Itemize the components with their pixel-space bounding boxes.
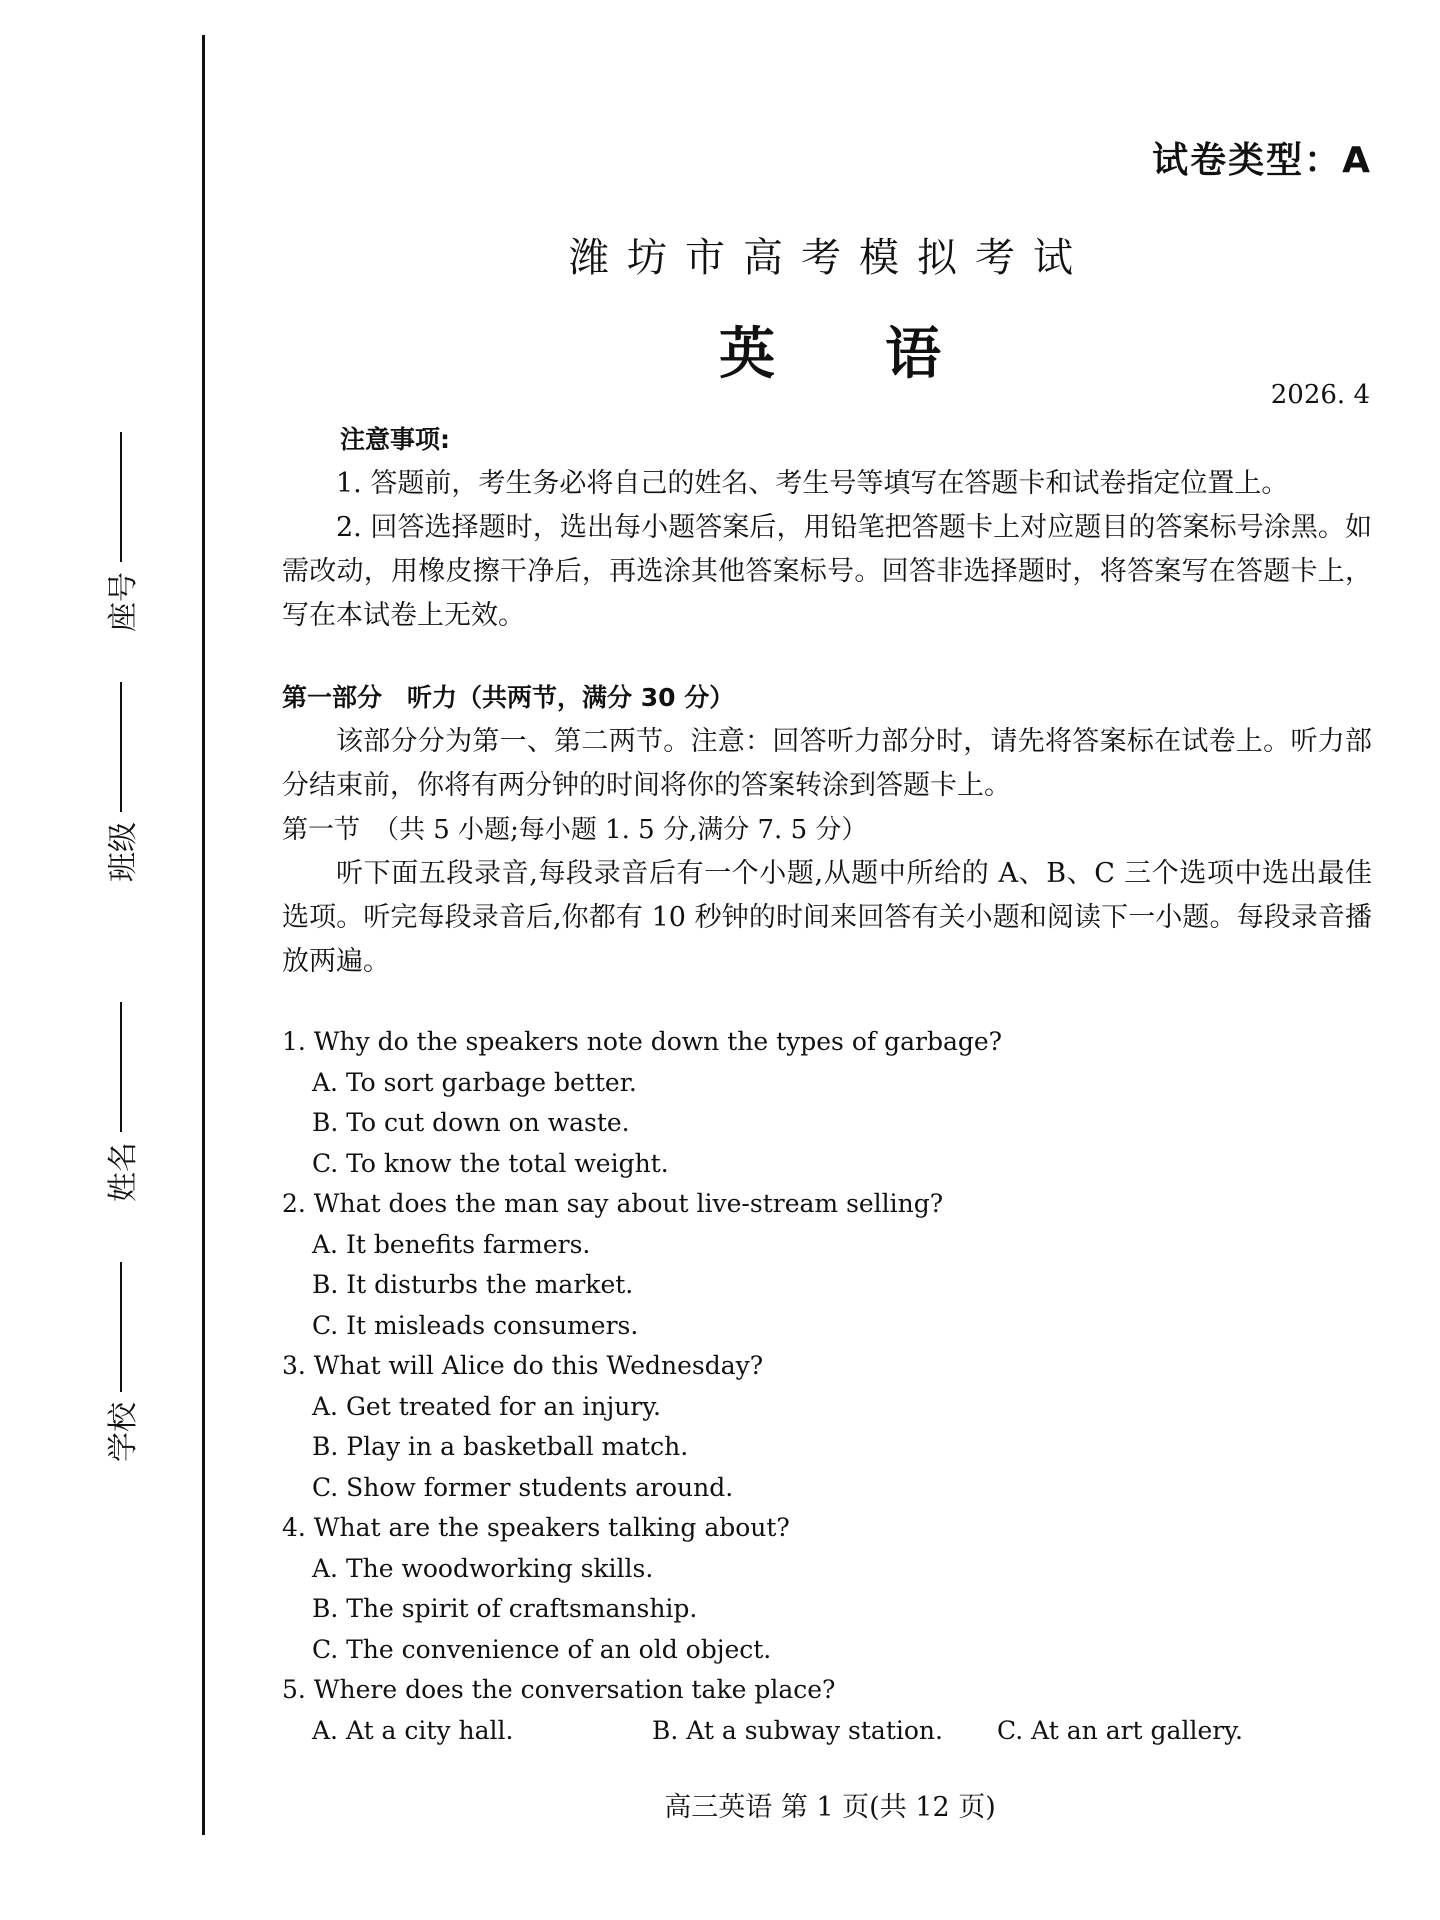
question-option: C. At an art gallery. xyxy=(997,1715,1243,1745)
fill-blank[interactable] xyxy=(118,1262,122,1392)
question-stem: 5. Where does the conversation take place? xyxy=(282,1675,836,1704)
side-field-label: 姓名 xyxy=(106,1142,141,1202)
question-option: C. To know the total weight. xyxy=(312,1148,669,1178)
question-option: A. Get treated for an injury. xyxy=(312,1391,661,1421)
binding-line xyxy=(202,35,205,1835)
exam-date: 2026. 4 xyxy=(1270,380,1370,410)
side-field-label: 班级 xyxy=(106,822,141,882)
question-option: A. At a city hall. xyxy=(312,1715,514,1745)
question xyxy=(282,1508,1372,1670)
question xyxy=(282,1022,1372,1184)
notice-heading: 注意事项: xyxy=(340,425,450,454)
page-footer: 高三英语 第 1 页(共 12 页) xyxy=(664,1792,996,1823)
question xyxy=(282,1670,1372,1751)
paper-type: 试卷类型：A xyxy=(1152,140,1372,181)
question-option: B. At a subway station. xyxy=(652,1715,943,1745)
section-heading: 第一节 （共 5 小题;每小题 1. 5 分,满分 7. 5 分） xyxy=(282,815,868,845)
question-option: C. The convenience of an old object. xyxy=(312,1634,772,1664)
fill-blank[interactable] xyxy=(118,432,122,562)
question-stem: 2. What does the man say about live-stream selling? xyxy=(282,1189,944,1218)
fill-blank[interactable] xyxy=(118,682,122,812)
notice-item: 2. 回答选择题时，选出每小题答案后，用铅笔把答题卡上对应题目的答案标号涂黑。如需改动，用橡皮擦干净后，再选涂其他答案标号。回答非选择题时，将答案写在答题卡上，写在本试卷上无效。 xyxy=(282,512,1372,631)
side-field-name xyxy=(98,1002,142,1202)
subject-title: 英语 xyxy=(719,322,1051,387)
question-option: A. To sort garbage better. xyxy=(312,1067,637,1097)
question-option: C. Show former students around. xyxy=(312,1472,734,1502)
option-row xyxy=(282,1711,1372,1752)
part-intro: 该部分分为第一、第二两节。注意：回答听力部分时，请先将答案标在试卷上。听力部分结束前，你将有两分钟的时间将你的答案转涂到答题卡上。 xyxy=(282,726,1372,801)
question-option: B. The spirit of craftsmanship. xyxy=(312,1594,698,1623)
question-option: B. It disturbs the market. xyxy=(312,1270,634,1299)
question xyxy=(282,1346,1372,1508)
question-option: B. To cut down on waste. xyxy=(312,1108,630,1137)
part-heading: 第一部分 听力（共两节，满分 30 分） xyxy=(282,683,735,712)
side-field-class xyxy=(98,682,142,882)
side-field-label: 学校 xyxy=(106,1402,141,1462)
question-option: C. It misleads consumers. xyxy=(312,1310,639,1340)
side-field-label: 座号 xyxy=(106,572,141,632)
question-list xyxy=(282,1022,1372,1751)
notice-item: 1. 答题前，考生务必将自己的姓名、考生号等填写在答题卡和试卷指定位置上。 xyxy=(336,468,1289,499)
question-stem: 3. What will Alice do this Wednesday? xyxy=(282,1351,764,1380)
side-fields xyxy=(0,0,200,1920)
side-field-school xyxy=(98,1262,142,1462)
question xyxy=(282,1184,1372,1346)
question-stem: 1. Why do the speakers note down the types of garbage? xyxy=(282,1027,1003,1056)
section-intro: 听下面五段录音,每段录音后有一个小题,从题中所给的 A、B、C 三个选项中选出最佳选项。听完每段录音后,你都有 10 秒钟的时间来回答有关小题和阅读下一小题。每段录音播放两遍。 xyxy=(282,858,1372,977)
exam-title: 潍坊市高考模拟考试 xyxy=(569,235,1091,281)
question-option: A. It benefits farmers. xyxy=(312,1229,591,1259)
question-stem: 4. What are the speakers talking about? xyxy=(282,1513,790,1542)
question-option: A. The woodworking skills. xyxy=(312,1553,654,1583)
side-field-seat xyxy=(98,432,142,632)
fill-blank[interactable] xyxy=(118,1002,122,1132)
question-option: B. Play in a basketball match. xyxy=(312,1432,689,1461)
page-content xyxy=(282,414,1372,1751)
